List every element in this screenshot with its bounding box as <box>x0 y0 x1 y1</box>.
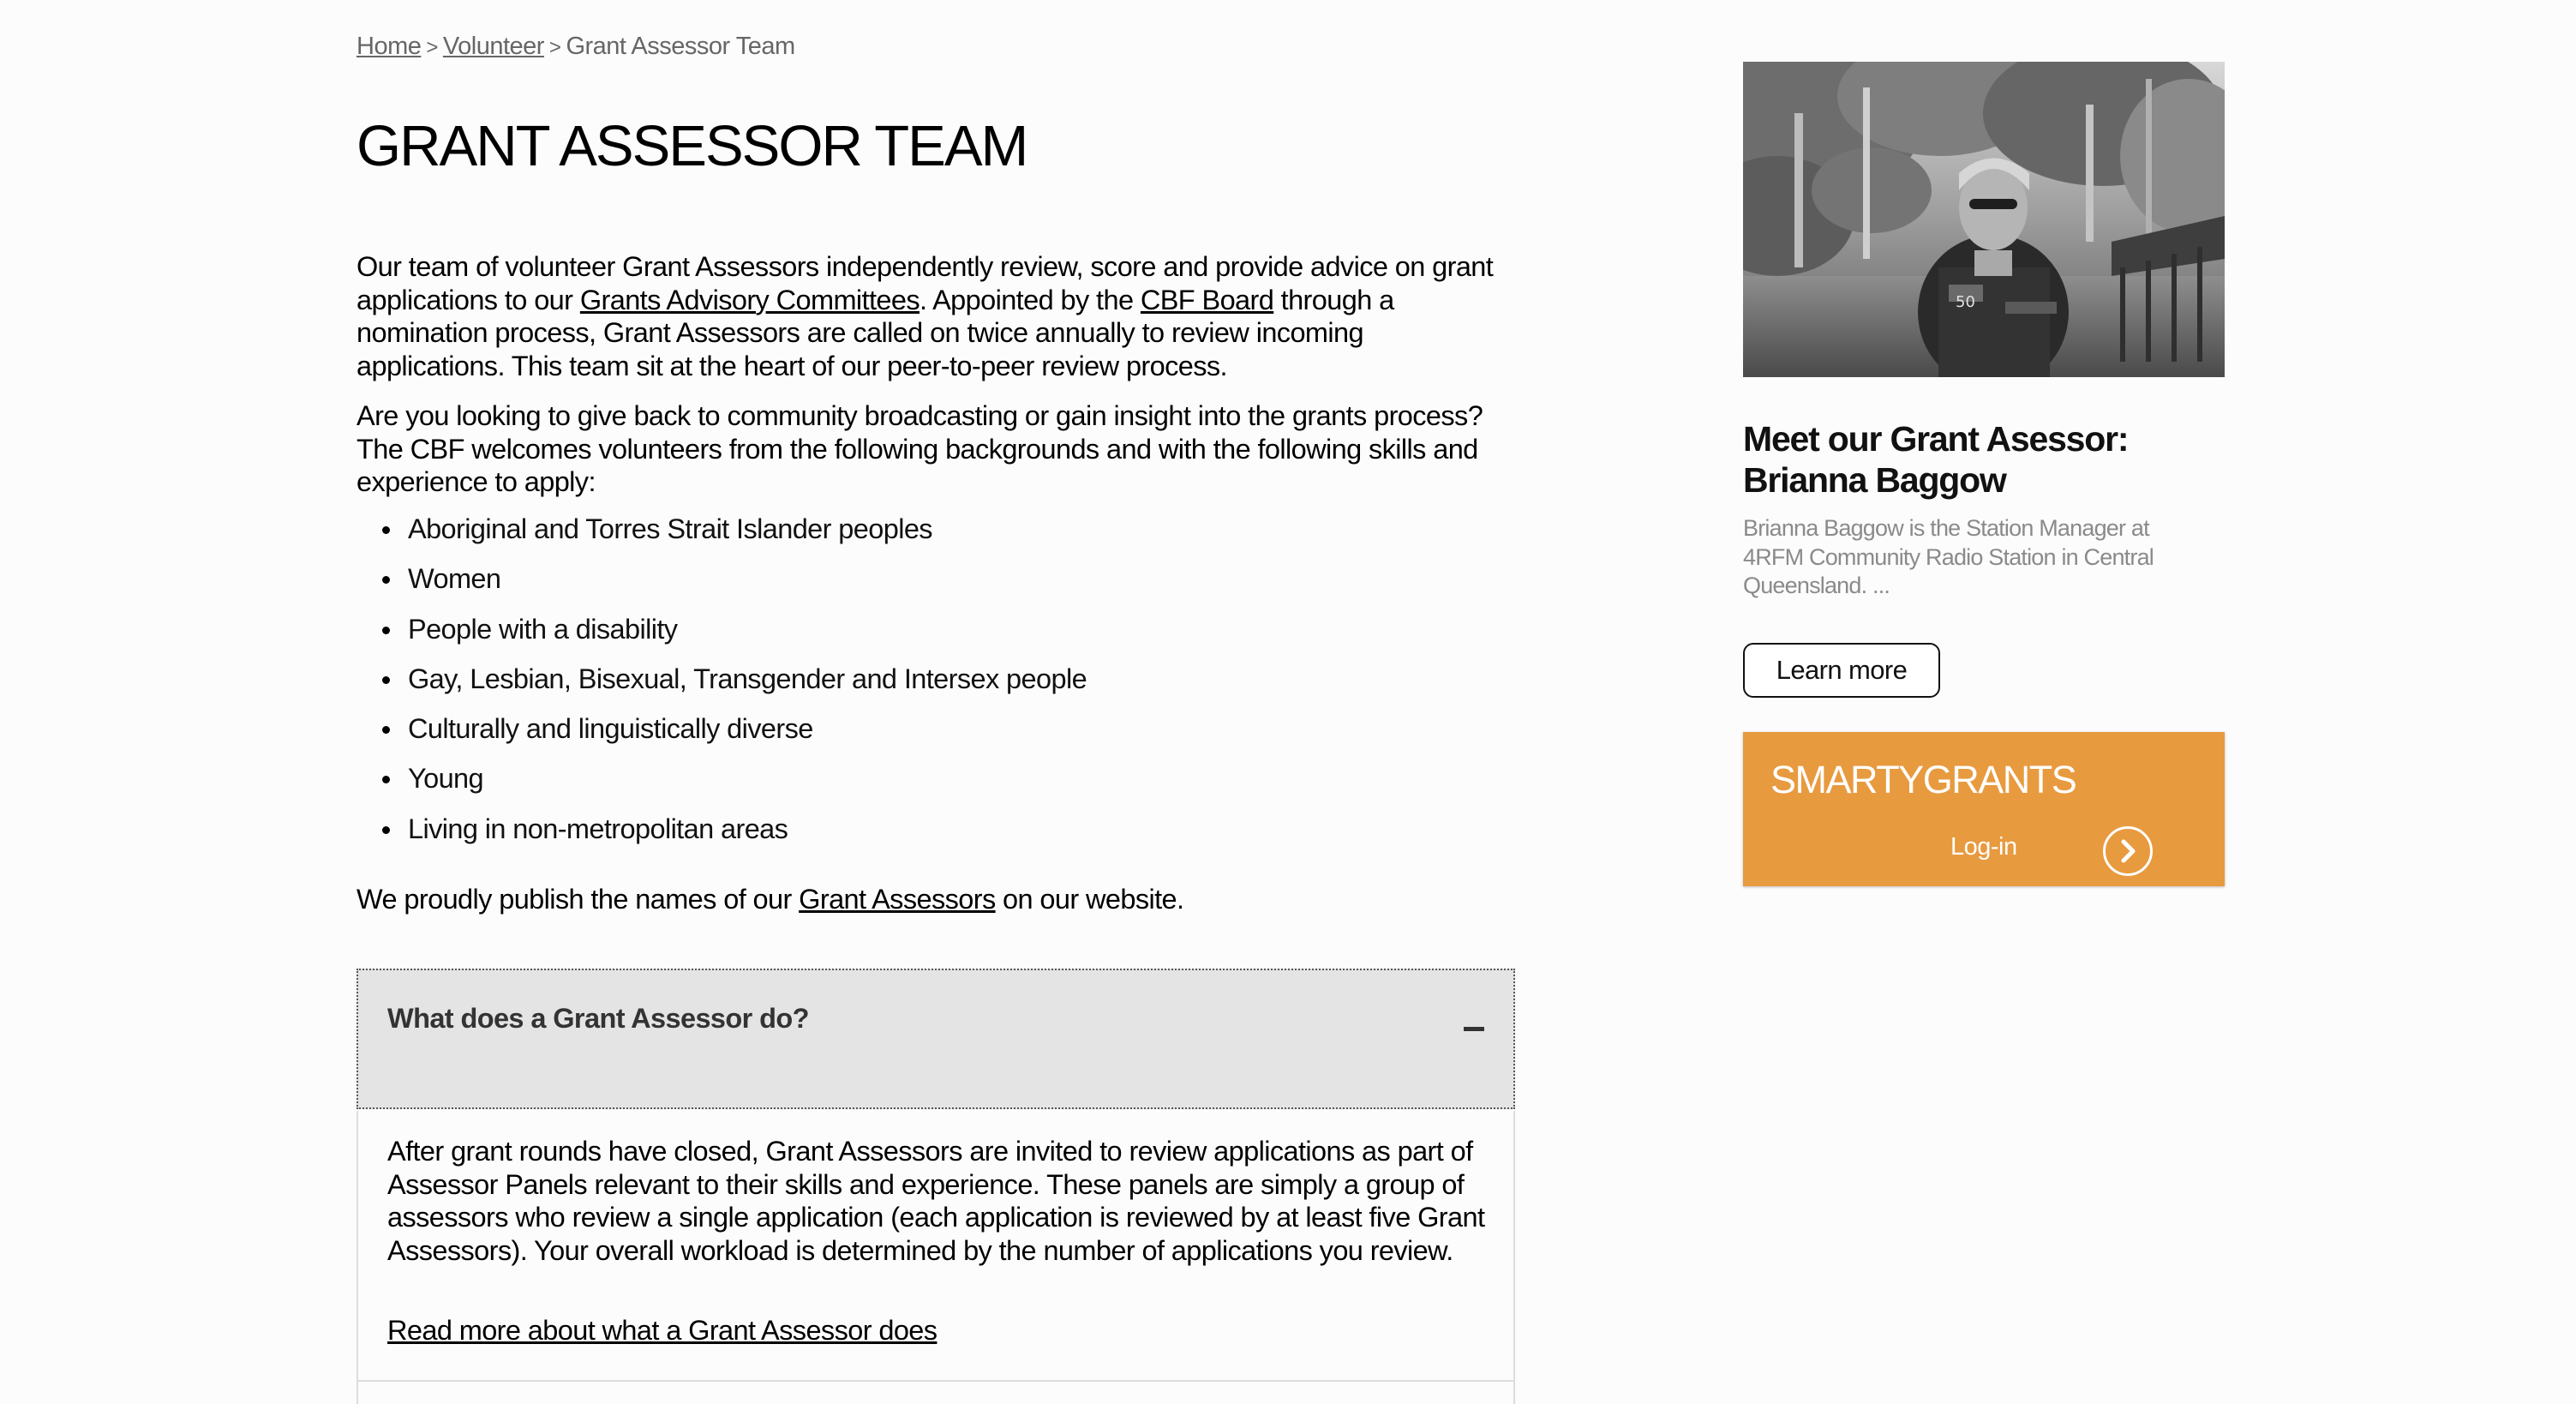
smartygrants-login-label[interactable]: Log-in <box>1950 833 2017 861</box>
learn-more-button[interactable]: Learn more <box>1743 643 1940 698</box>
publish-text-end: on our website. <box>995 884 1184 915</box>
accordion-header[interactable] <box>356 969 1515 1109</box>
publish-names-paragraph <box>356 883 1517 916</box>
list-item: Aboriginal and Torres Strait Islander peoples <box>382 513 1087 562</box>
list-item: People with a disability <box>382 613 1087 663</box>
intro-text-end: through a nomination process, Grant Assessors are called on twice annually to review incoming applications. This team sit at the heart of our peer-to-peer review process. <box>356 284 1394 381</box>
chevron-right-circle-icon[interactable] <box>2103 826 2153 876</box>
breadcrumb-separator: > <box>426 36 438 59</box>
page-title: GRANT ASSESSOR TEAM <box>356 114 1027 178</box>
accordion-body-text: After grant rounds have closed, Grant Assessors are invited to review applications as part of Assessor Panels relevant to their skills and experience. These panels are simply a group of assessors who review a single application (each application is reviewed by at least five Grant Assessors). Your overall workload is determined by the number of applications you review. <box>387 1136 1485 1266</box>
intro-text-start: Our team of volunteer Grant Assessors independently review, score and provide advice on grant applications to our <box>356 251 1494 315</box>
breadcrumb <box>356 33 795 61</box>
list-item: Culturally and linguistically diverse <box>382 712 1087 762</box>
feature-description: Brianna Baggow is the Station Manager at 4RFM Community Radio Station in Central Queensland. ... <box>1743 515 2154 598</box>
eligibility-list <box>382 513 1087 862</box>
feature-title: Meet our Grant Asessor: Brianna Baggow <box>1743 419 2129 500</box>
next-accordion-item[interactable] <box>356 1382 1515 1404</box>
smartygrants-login-box[interactable] <box>1743 732 2225 886</box>
intro-paragraph <box>356 250 1517 382</box>
list-item: Women <box>382 562 1087 612</box>
list-item: Young <box>382 762 1087 812</box>
list-item: Gay, Lesbian, Bisexual, Transgender and Intersex people <box>382 663 1087 712</box>
breadcrumb-separator: > <box>548 36 561 59</box>
accordion-title: What does a Grant Assessor do? <box>387 1003 809 1034</box>
accordion-panel <box>356 1111 1515 1382</box>
cbf-board-link[interactable]: CBF Board <box>1140 284 1274 315</box>
intro-text-middle: . Appointed by the <box>920 284 1141 315</box>
breadcrumb-current: Grant Assessor Team <box>566 33 795 60</box>
read-more-link[interactable]: Read more about what a Grant Assessor does <box>387 1315 938 1346</box>
publish-text-start: We proudly publish the names of our <box>356 884 800 915</box>
smartygrants-title: SMARTYGRANTS <box>1770 758 2076 801</box>
collapse-minus-icon[interactable] <box>1464 1027 1484 1031</box>
list-item: Living in non-metropolitan areas <box>382 813 1087 862</box>
shirt-logo-text: 50 <box>1956 293 1975 311</box>
grants-advisory-committees-link[interactable]: Grants Advisory Committees <box>579 284 920 315</box>
breadcrumb-home-link[interactable]: Home <box>356 33 422 60</box>
brianna-baggow-photo <box>1743 62 2225 377</box>
call-to-volunteer-paragraph: Are you looking to give back to community broadcasting or gain insight into the grants process? The CBF welcomes volunteers from the following backgrounds and with the following skills and experience to apply: <box>356 400 1483 497</box>
grant-assessors-link[interactable]: Grant Assessors <box>799 884 996 915</box>
breadcrumb-volunteer-link[interactable]: Volunteer <box>442 33 544 60</box>
